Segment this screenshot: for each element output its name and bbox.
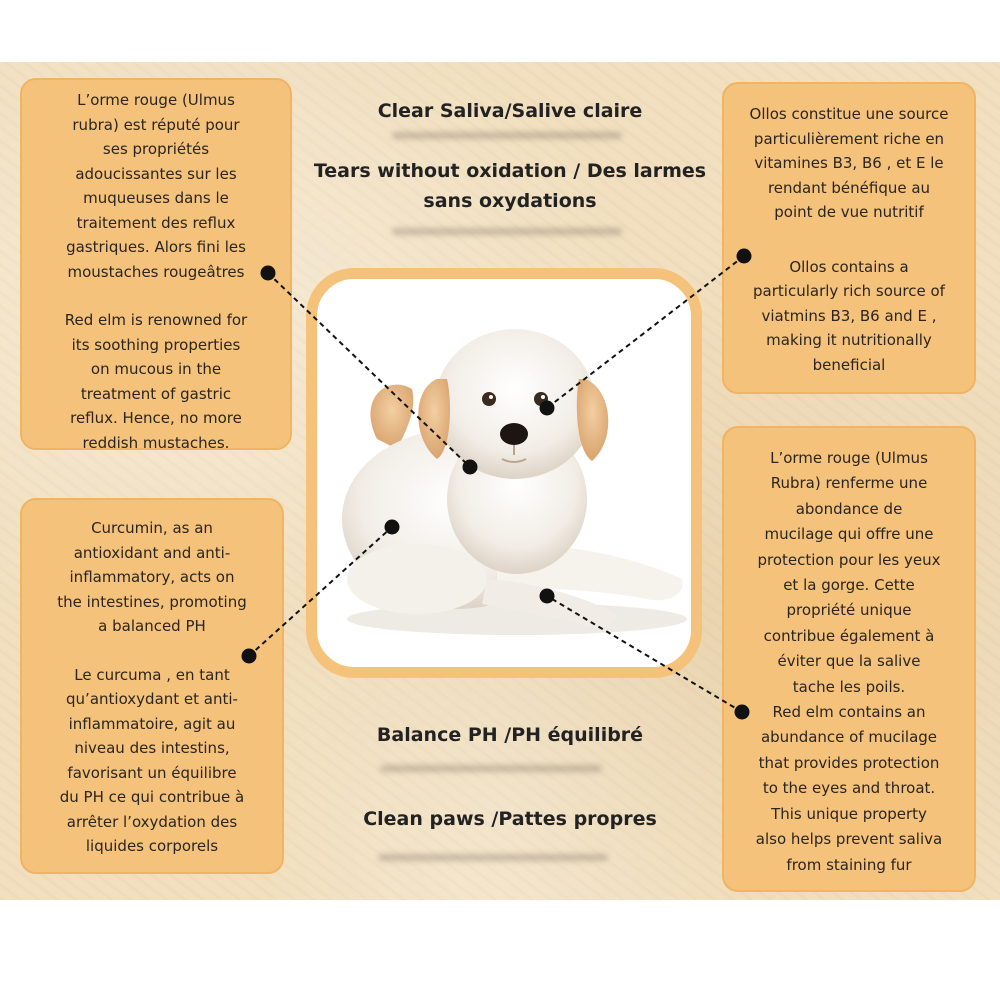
text-line: adoucissantes sur les (75, 164, 237, 183)
text-line: muqueuses dans le (83, 189, 229, 207)
text-line: viatmins B3, B6 and E , (761, 306, 937, 325)
heading-balance-ph: Balance PH /PH équilibré (376, 724, 644, 746)
heading-tears-line2: sans oxydations (423, 190, 597, 212)
text-line: a balanced PH (98, 617, 206, 635)
blurred-subtext (378, 854, 608, 861)
dog-photo-frame (306, 268, 702, 678)
text-line: gastriques. Alors fini les (66, 238, 246, 256)
text-line: Red elm contains an (772, 703, 926, 722)
paragraph-gap (732, 225, 966, 255)
curcumin-ph-box (20, 498, 284, 874)
text-line: Curcumin, as an (91, 519, 213, 537)
text-line: contribue également à (763, 626, 935, 645)
text-line: inflammatoire, agit au (68, 714, 236, 733)
text-line: also helps prevent saliva (755, 830, 943, 849)
text-line: favorisant un équilibre (67, 763, 237, 782)
text-line: making it nutritionally (766, 331, 932, 349)
text-line: antioxidant and anti- (73, 543, 231, 562)
infographic-canvas (0, 62, 1000, 900)
text-line: qu’antioxydant et anti- (66, 690, 238, 708)
text-line: its soothing properties (71, 335, 241, 354)
blurred-subtext (392, 132, 622, 139)
text-line: Rubra) renferme une (770, 474, 928, 493)
blurred-subtext (392, 228, 622, 235)
text-line: particularly rich source of (753, 282, 945, 300)
text-line: on mucous in the (90, 360, 222, 378)
text-line: Ollos constitue une source (749, 105, 949, 123)
text-line: du PH ce qui contribue à (59, 788, 245, 806)
text-line: ses propriétés (102, 140, 210, 158)
text-line: éviter que la salive (777, 652, 921, 671)
text-line: propriété unique (786, 601, 912, 620)
dog-photo (317, 279, 691, 667)
paragraph-gap (30, 639, 274, 663)
text-line: that provides protection (758, 753, 940, 772)
text-line: vitamines B3, B6 , et E le (754, 154, 944, 172)
text-line: L’orme rouge (Ulmus (77, 91, 235, 109)
text-line: tache les poils. (792, 677, 906, 696)
red-elm-mustache-box (20, 78, 292, 450)
red-elm-mucilage-box (722, 426, 976, 892)
text-line: Red elm is renowned for (64, 311, 248, 329)
text-line: protection pour les yeux (757, 550, 941, 569)
text-line: et la gorge. Cette (783, 576, 915, 595)
text-line: liquides corporels (85, 837, 219, 855)
text-line: beneficial (812, 355, 886, 374)
text-line: moustaches rougeâtres (67, 262, 245, 281)
text-line: arrêter l’oxydation des (66, 812, 238, 831)
text-line: L’orme rouge (Ulmus (770, 449, 928, 467)
text-line: rubra) est réputé pour (72, 115, 240, 134)
heading-tears-line1: Tears without oxidation / Des larmes (313, 160, 707, 182)
text-line: Ollos contains a (789, 257, 909, 276)
text-line: abundance of mucilage (760, 728, 938, 747)
text-line: niveau des intestins, (74, 739, 230, 757)
text-line: abondance de (795, 499, 903, 518)
text-line: This unique property (771, 804, 927, 823)
text-line: mucilage qui offre une (764, 525, 934, 544)
text-line: reddish mustaches. (82, 433, 230, 452)
blurred-subtext (380, 765, 602, 772)
text-line: point de vue nutritif (774, 203, 924, 221)
text-line: inflammatory, acts on (69, 568, 235, 586)
heading-clean-paws: Clean paws /Pattes propres (363, 808, 657, 830)
text-line: treatment of gastric (80, 384, 232, 403)
text-line: reflux. Hence, no more (70, 409, 242, 427)
text-line: traitement des reflux (76, 213, 236, 232)
ollos-vitamins-box (722, 82, 976, 394)
heading-clear-saliva: Clear Saliva/Salive claire (377, 100, 643, 122)
text-line: rendant bénéfique au (767, 178, 931, 197)
text-line: from staining fur (786, 855, 912, 874)
text-line: the intestines, promoting (57, 592, 247, 611)
text-line: particulièrement riche en (753, 129, 945, 148)
text-line: to the eyes and throat. (762, 779, 936, 798)
paragraph-gap (30, 284, 282, 308)
text-line: Le curcuma , en tant (74, 665, 230, 684)
